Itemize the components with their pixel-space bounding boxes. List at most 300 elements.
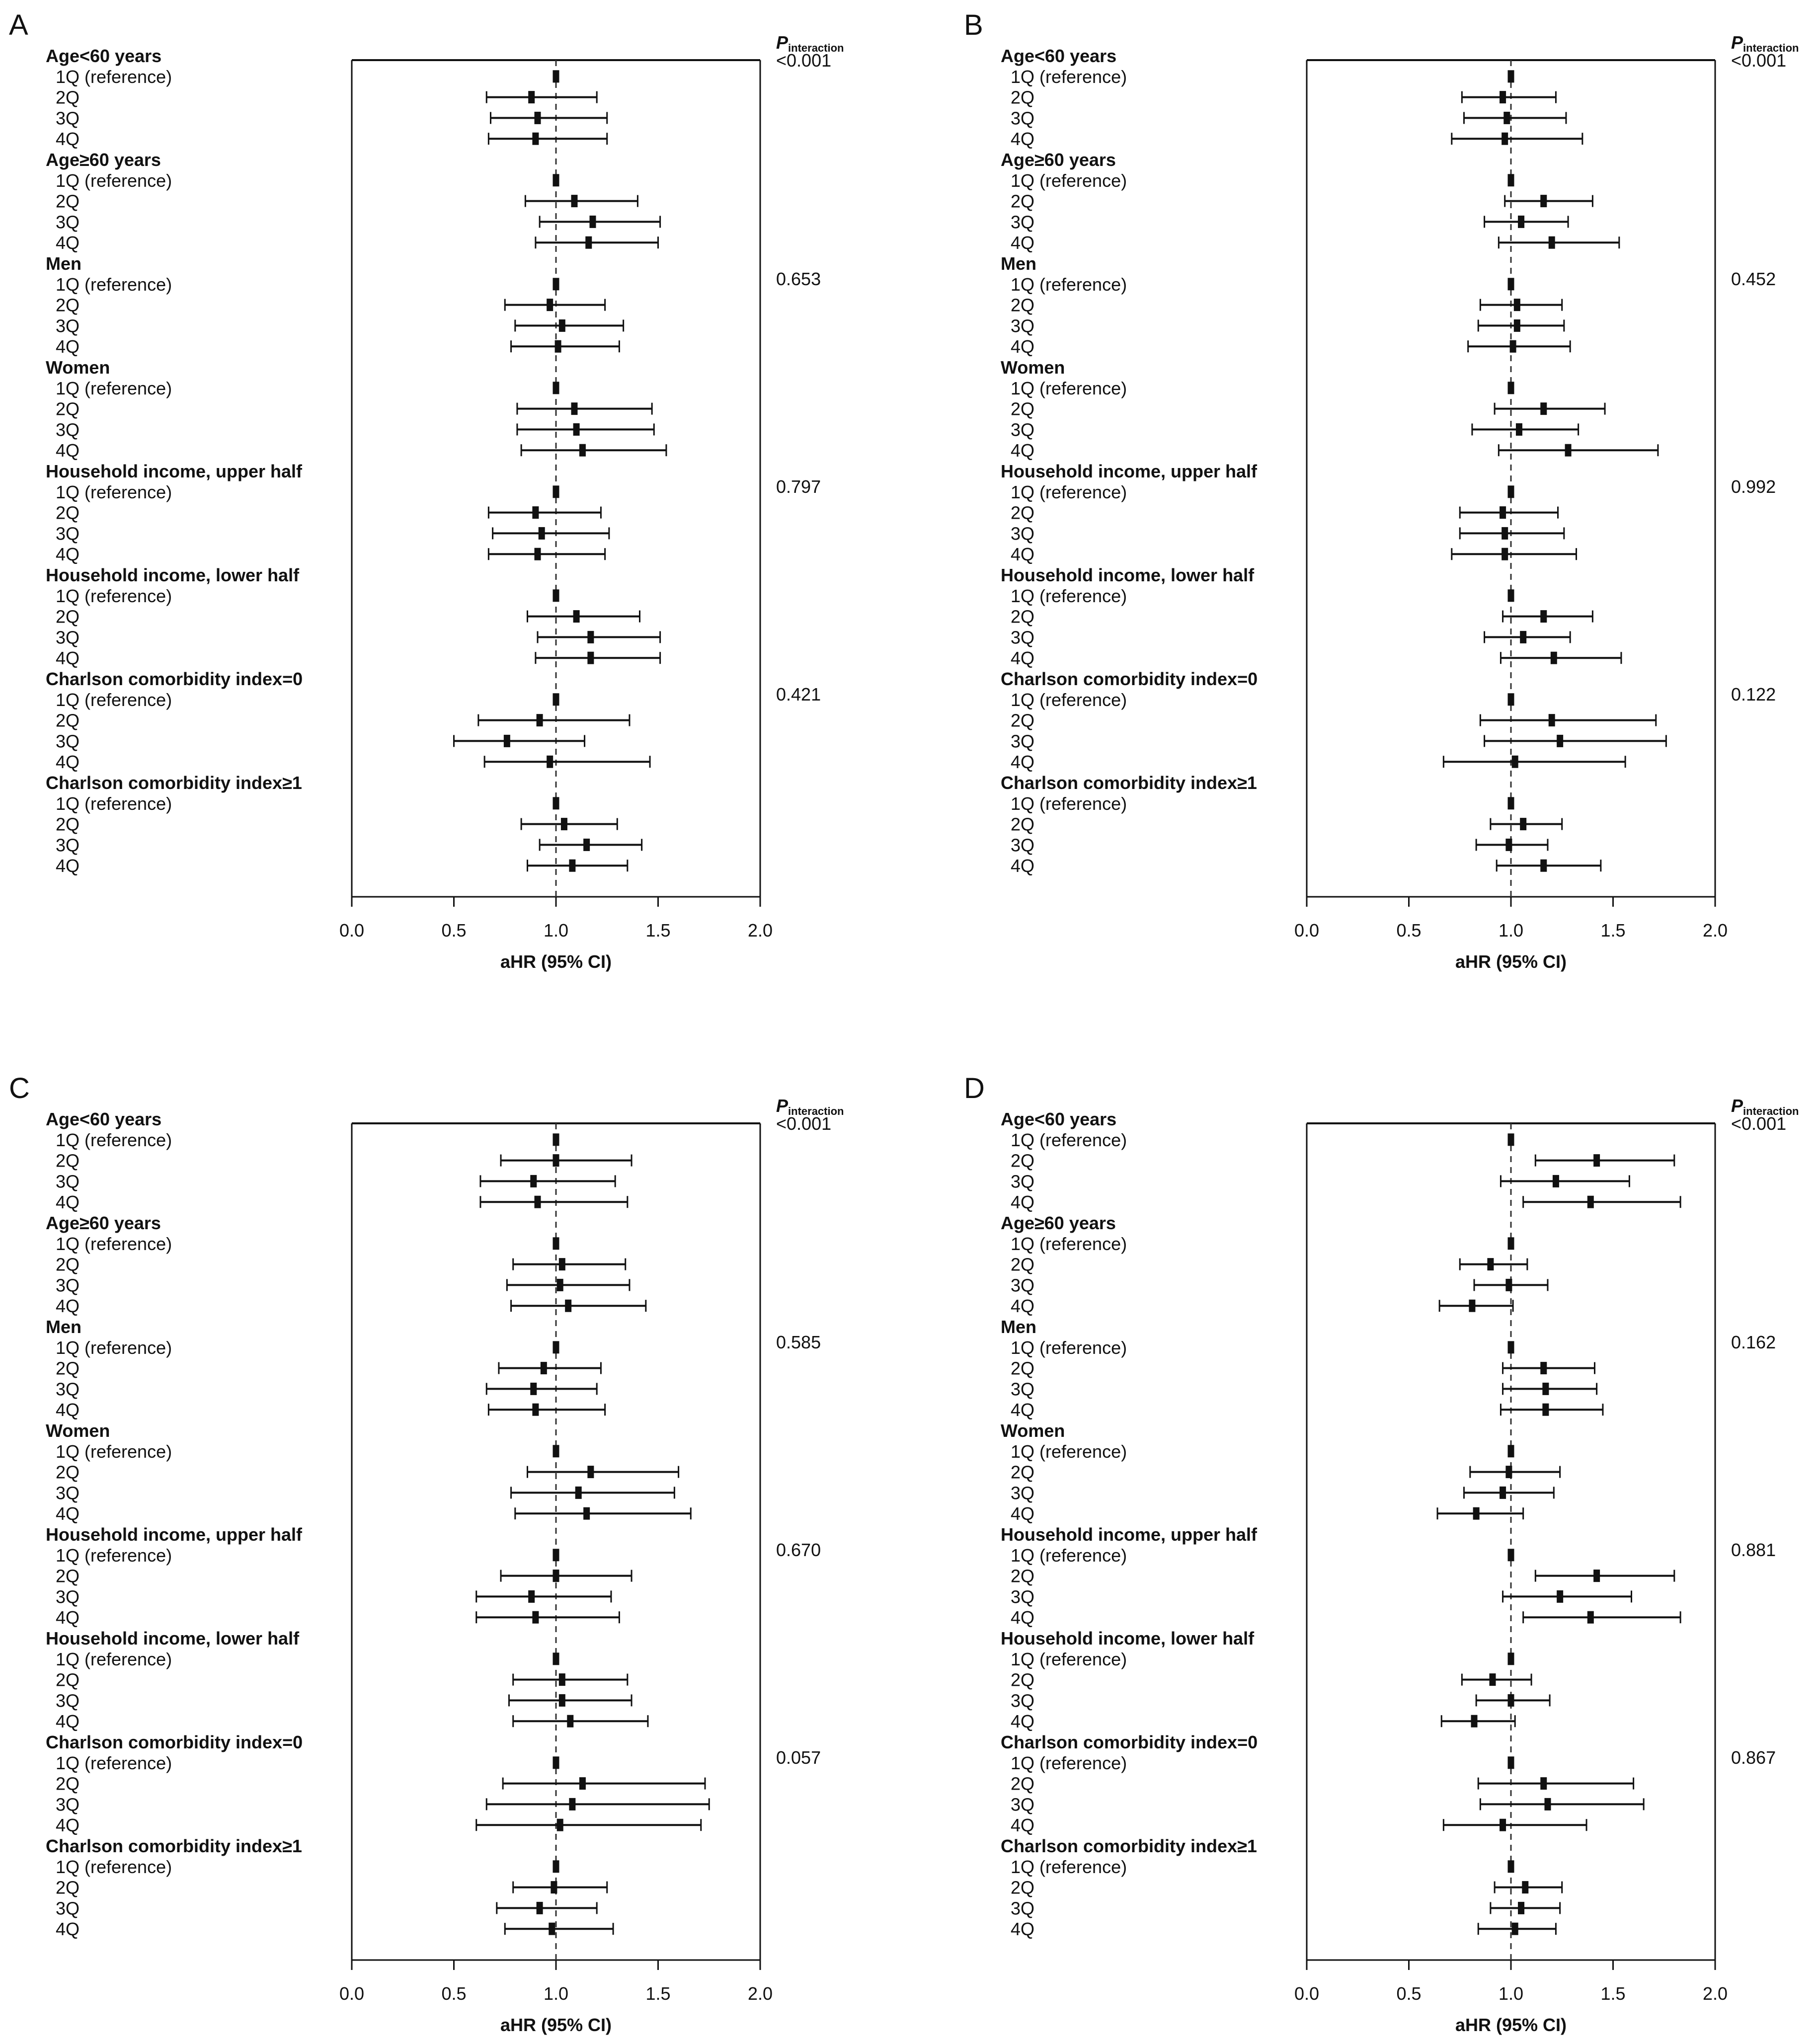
quartile-row-label: 3Q xyxy=(1011,315,1035,336)
quartile-row-label: 1Q (reference) xyxy=(56,66,172,87)
hr-point xyxy=(1518,216,1524,228)
hr-point xyxy=(1487,1258,1494,1270)
hr-point xyxy=(535,548,541,560)
quartile-row-label: 4Q xyxy=(56,544,80,565)
hr-point xyxy=(532,506,539,519)
quartile-row-label: 4Q xyxy=(56,1919,80,1940)
p-interaction-value: 0.585 xyxy=(776,1332,821,1352)
hr-point xyxy=(539,527,545,540)
hr-point xyxy=(559,1673,565,1686)
quartile-row-label: 3Q xyxy=(1011,1171,1035,1192)
quartile-row-label: 4Q xyxy=(1011,648,1035,669)
quartile-row-label: 3Q xyxy=(1011,108,1035,129)
quartile-row-label: 4Q xyxy=(56,1192,80,1213)
quartile-row-label: 1Q (reference) xyxy=(56,1752,172,1773)
quartile-row-label: 3Q xyxy=(1011,1275,1035,1296)
quartile-row-label: 4Q xyxy=(1011,1192,1035,1213)
hr-point xyxy=(528,91,535,103)
p-header-main: P xyxy=(776,32,789,53)
quartile-row-label: 1Q (reference) xyxy=(56,1441,172,1462)
hr-point xyxy=(1512,756,1518,768)
quartile-row-label: 1Q (reference) xyxy=(1011,1649,1127,1669)
subgroup-header-label: Age<60 years xyxy=(46,46,162,66)
quartile-row-label: 4Q xyxy=(1011,440,1035,461)
hr-point xyxy=(1505,1279,1512,1291)
x-tick-label: 0.0 xyxy=(339,920,365,941)
hr-point xyxy=(549,1923,555,1935)
hr-point xyxy=(504,735,510,747)
x-tick-label: 1.5 xyxy=(645,920,671,941)
quartile-row-label: 4Q xyxy=(56,856,80,876)
hr-point xyxy=(1500,1819,1506,1831)
hr-point xyxy=(1549,236,1555,249)
quartile-row-label: 4Q xyxy=(1011,336,1035,357)
reference-point xyxy=(553,174,559,186)
quartile-row-label: 2Q xyxy=(1011,1669,1035,1690)
hr-point xyxy=(1516,423,1522,436)
quartile-row-label: 4Q xyxy=(56,752,80,773)
hr-point xyxy=(1520,631,1526,643)
quartile-row-label: 2Q xyxy=(56,1254,80,1275)
quartile-row-label: 4Q xyxy=(56,1815,80,1836)
subgroup-header-label: Charlson comorbidity index=0 xyxy=(1001,669,1258,689)
quartile-row-label: 1Q (reference) xyxy=(56,481,172,502)
hr-point xyxy=(1593,1154,1600,1167)
hr-point xyxy=(587,652,594,664)
quartile-row-label: 2Q xyxy=(1011,1773,1035,1794)
quartile-row-label: 1Q (reference) xyxy=(1011,1441,1127,1462)
hr-point xyxy=(1551,652,1557,664)
quartile-row-label: 1Q (reference) xyxy=(1011,66,1127,87)
x-axis-label: aHR (95% CI) xyxy=(500,951,612,972)
subgroup-header-label: Charlson comorbidity index=0 xyxy=(1001,1732,1258,1752)
hr-point xyxy=(532,1404,539,1416)
x-tick-label: 0.0 xyxy=(1294,1983,1320,2004)
quartile-row-label: 1Q (reference) xyxy=(56,1129,172,1150)
quartile-row-label: 1Q (reference) xyxy=(56,585,172,606)
hr-point xyxy=(587,631,594,643)
subgroup-header-label: Women xyxy=(1001,1420,1065,1441)
x-tick-label: 2.0 xyxy=(747,1983,773,2004)
hr-point xyxy=(1540,195,1547,207)
x-tick-label: 2.0 xyxy=(1702,1983,1728,2004)
quartile-row-label: 4Q xyxy=(1011,1296,1035,1317)
hr-point xyxy=(1540,402,1547,415)
p-interaction-value: <0.001 xyxy=(776,50,832,71)
quartile-row-label: 3Q xyxy=(56,1379,80,1400)
quartile-row-label: 3Q xyxy=(56,1586,80,1607)
panel-letter: B xyxy=(964,9,983,41)
hr-point xyxy=(585,236,592,249)
x-tick-label: 1.0 xyxy=(1498,920,1524,941)
subgroup-header-label: Women xyxy=(1001,357,1065,378)
quartile-row-label: 3Q xyxy=(1011,523,1035,544)
hr-point xyxy=(1549,714,1555,726)
subgroup-header-label: Household income, upper half xyxy=(1001,461,1258,481)
quartile-row-label: 3Q xyxy=(1011,1379,1035,1400)
p-interaction-value: 0.162 xyxy=(1731,1332,1776,1352)
quartile-row-label: 3Q xyxy=(1011,1690,1035,1711)
hr-point xyxy=(1540,1777,1547,1790)
quartile-row-label: 2Q xyxy=(1011,1358,1035,1379)
subgroup-header-label: Men xyxy=(1001,253,1036,274)
x-tick-label: 2.0 xyxy=(747,920,773,941)
quartile-row-label: 3Q xyxy=(1011,1898,1035,1919)
hr-point xyxy=(530,1383,537,1395)
quartile-row-label: 1Q (reference) xyxy=(1011,1752,1127,1773)
quartile-row-label: 1Q (reference) xyxy=(56,793,172,814)
hr-point xyxy=(535,112,541,124)
hr-point xyxy=(1510,340,1516,353)
quartile-row-label: 2Q xyxy=(56,1773,80,1794)
quartile-row-label: 4Q xyxy=(56,1711,80,1732)
subgroup-header-label: Age≥60 years xyxy=(46,1213,161,1233)
hr-point xyxy=(1520,818,1526,830)
reference-point xyxy=(553,1549,559,1561)
subgroup-header-label: Age<60 years xyxy=(1001,1109,1117,1129)
quartile-row-label: 4Q xyxy=(1011,544,1035,565)
reference-point xyxy=(553,1445,559,1457)
p-interaction-value: <0.001 xyxy=(776,1113,832,1134)
hr-point xyxy=(541,1362,547,1374)
quartile-row-label: 4Q xyxy=(1011,233,1035,253)
subgroup-header-label: Household income, lower half xyxy=(46,1628,300,1649)
quartile-row-label: 2Q xyxy=(56,87,80,108)
hr-point xyxy=(1469,1300,1475,1312)
reference-point xyxy=(553,1756,559,1769)
p-interaction-value: 0.653 xyxy=(776,269,821,289)
p-interaction-value: 0.452 xyxy=(1731,269,1776,289)
quartile-row-label: 1Q (reference) xyxy=(1011,585,1127,606)
hr-point xyxy=(553,1154,559,1167)
reference-point xyxy=(1508,485,1514,498)
hr-point xyxy=(1518,1902,1524,1914)
hr-point xyxy=(1587,1611,1594,1624)
quartile-row-label: 3Q xyxy=(1011,731,1035,752)
p-interaction-value: 0.881 xyxy=(1731,1540,1776,1560)
x-axis-label: aHR (95% CI) xyxy=(1455,2015,1567,2035)
hr-point xyxy=(569,1798,575,1810)
quartile-row-label: 3Q xyxy=(56,315,80,336)
reference-point xyxy=(553,693,559,706)
hr-point xyxy=(571,402,577,415)
hr-point xyxy=(1540,610,1547,623)
quartile-row-label: 4Q xyxy=(56,1400,80,1420)
hr-point xyxy=(1514,319,1520,332)
quartile-row-label: 1Q (reference) xyxy=(1011,793,1127,814)
hr-point xyxy=(530,1175,537,1187)
reference-point xyxy=(553,589,559,602)
quartile-row-label: 4Q xyxy=(1011,1815,1035,1836)
reference-point xyxy=(1508,1860,1514,1873)
subgroup-header-label: Household income, lower half xyxy=(1001,1628,1255,1649)
hr-point xyxy=(1500,91,1506,103)
quartile-row-label: 2Q xyxy=(56,710,80,731)
hr-point xyxy=(1544,1798,1551,1810)
subgroup-header-label: Charlson comorbidity index≥1 xyxy=(1001,1836,1257,1856)
quartile-row-label: 4Q xyxy=(1011,1919,1035,1940)
p-interaction-value: 0.992 xyxy=(1731,476,1776,497)
quartile-row-label: 3Q xyxy=(1011,835,1035,856)
hr-point xyxy=(1505,1466,1512,1478)
quartile-row-label: 1Q (reference) xyxy=(1011,170,1127,191)
quartile-row-label: 4Q xyxy=(56,1607,80,1628)
quartile-row-label: 1Q (reference) xyxy=(56,274,172,295)
reference-point xyxy=(553,1237,559,1250)
reference-point xyxy=(553,1133,559,1146)
hr-point xyxy=(559,1258,565,1270)
reference-point xyxy=(1508,70,1514,82)
p-interaction-value: 0.670 xyxy=(776,1540,821,1560)
hr-point xyxy=(1503,112,1510,124)
quartile-row-label: 2Q xyxy=(56,502,80,523)
hr-point xyxy=(573,423,580,436)
hr-point xyxy=(583,1507,590,1520)
reference-point xyxy=(1508,1133,1514,1146)
hr-point xyxy=(547,756,553,768)
quartile-row-label: 4Q xyxy=(56,440,80,461)
p-header-sub: interaction xyxy=(1743,42,1799,54)
hr-point xyxy=(1565,444,1572,457)
quartile-row-label: 1Q (reference) xyxy=(56,170,172,191)
hr-point xyxy=(571,195,577,207)
x-axis-label: aHR (95% CI) xyxy=(500,2015,612,2035)
hr-point xyxy=(579,444,586,457)
quartile-row-label: 3Q xyxy=(56,108,80,129)
quartile-row-label: 3Q xyxy=(56,1275,80,1296)
reference-point xyxy=(1508,278,1514,290)
hr-point xyxy=(567,1715,573,1728)
quartile-row-label: 2Q xyxy=(56,191,80,212)
p-header-main: P xyxy=(1731,32,1743,53)
hr-point xyxy=(1473,1507,1480,1520)
quartile-row-label: 3Q xyxy=(56,1898,80,1919)
quartile-row-label: 4Q xyxy=(1011,752,1035,773)
hr-point xyxy=(1508,1694,1514,1707)
quartile-row-label: 1Q (reference) xyxy=(1011,274,1127,295)
p-header-main: P xyxy=(1731,1096,1743,1116)
hr-point xyxy=(573,610,580,623)
hr-point xyxy=(1540,1362,1547,1374)
quartile-row-label: 3Q xyxy=(56,731,80,752)
reference-point xyxy=(1508,797,1514,809)
subgroup-header-label: Charlson comorbidity index≥1 xyxy=(1001,773,1257,793)
hr-point xyxy=(1557,735,1563,747)
panel-letter: C xyxy=(9,1072,30,1104)
quartile-row-label: 4Q xyxy=(1011,1400,1035,1420)
x-axis-label: aHR (95% CI) xyxy=(1455,951,1567,972)
hr-point xyxy=(547,299,553,311)
x-tick-label: 1.0 xyxy=(543,920,569,941)
subgroup-header-label: Household income, lower half xyxy=(46,565,300,585)
subgroup-header-label: Men xyxy=(46,253,81,274)
reference-point xyxy=(553,278,559,290)
hr-point xyxy=(1490,1673,1496,1686)
hr-point xyxy=(528,1590,535,1603)
panel-letter: D xyxy=(964,1072,985,1104)
quartile-row-label: 2Q xyxy=(56,398,80,419)
quartile-row-label: 3Q xyxy=(56,523,80,544)
x-tick-label: 1.0 xyxy=(1498,1983,1524,2004)
hr-point xyxy=(1500,506,1506,519)
quartile-row-label: 2Q xyxy=(56,1669,80,1690)
p-interaction-value: 0.797 xyxy=(776,476,821,497)
p-header-sub: interaction xyxy=(1743,1105,1799,1117)
quartile-row-label: 3Q xyxy=(56,1171,80,1192)
reference-point xyxy=(1508,382,1514,394)
subgroup-header-label: Age≥60 years xyxy=(46,150,161,170)
quartile-row-label: 1Q (reference) xyxy=(1011,1129,1127,1150)
subgroup-header-label: Women xyxy=(46,1420,110,1441)
quartile-row-label: 1Q (reference) xyxy=(1011,1545,1127,1566)
hr-point xyxy=(569,860,575,872)
quartile-row-label: 3Q xyxy=(56,212,80,233)
x-tick-label: 1.0 xyxy=(543,1983,569,2004)
hr-point xyxy=(1557,1590,1563,1603)
hr-point xyxy=(1593,1570,1600,1582)
hr-point xyxy=(1587,1196,1594,1208)
hr-point xyxy=(1542,1404,1549,1416)
quartile-row-label: 2Q xyxy=(1011,814,1035,835)
reference-point xyxy=(1508,1237,1514,1250)
p-interaction-value: <0.001 xyxy=(1731,1113,1787,1134)
x-tick-label: 0.5 xyxy=(1396,920,1422,941)
quartile-row-label: 1Q (reference) xyxy=(56,1649,172,1669)
subgroup-header-label: Household income, upper half xyxy=(46,1524,303,1545)
x-tick-label: 0.5 xyxy=(441,1983,467,2004)
quartile-row-label: 2Q xyxy=(56,1150,80,1171)
hr-point xyxy=(1512,1923,1518,1935)
quartile-row-label: 3Q xyxy=(1011,627,1035,648)
p-interaction-value: 0.057 xyxy=(776,1747,821,1768)
x-tick-label: 2.0 xyxy=(1702,920,1728,941)
hr-point xyxy=(1502,548,1508,560)
x-tick-label: 0.5 xyxy=(441,920,467,941)
p-interaction-value: 0.867 xyxy=(1731,1747,1776,1768)
quartile-row-label: 3Q xyxy=(56,627,80,648)
x-tick-label: 1.5 xyxy=(1600,1983,1626,2004)
hr-point xyxy=(559,1694,565,1707)
reference-point xyxy=(1508,1756,1514,1769)
subgroup-header-label: Age<60 years xyxy=(46,1109,162,1129)
reference-point xyxy=(1508,1549,1514,1561)
quartile-row-label: 2Q xyxy=(1011,191,1035,212)
reference-point xyxy=(553,1860,559,1873)
quartile-row-label: 1Q (reference) xyxy=(1011,378,1127,398)
quartile-row-label: 3Q xyxy=(1011,1794,1035,1815)
reference-point xyxy=(553,70,559,82)
hr-point xyxy=(535,1196,541,1208)
quartile-row-label: 2Q xyxy=(1011,1254,1035,1275)
quartile-row-label: 4Q xyxy=(1011,1503,1035,1524)
hr-point xyxy=(1500,1487,1506,1499)
hr-point xyxy=(1502,133,1508,145)
quartile-row-label: 4Q xyxy=(1011,129,1035,150)
quartile-row-label: 4Q xyxy=(56,233,80,253)
x-tick-label: 0.0 xyxy=(339,1983,365,2004)
p-header-main: P xyxy=(776,1096,789,1116)
quartile-row-label: 4Q xyxy=(1011,856,1035,876)
reference-point xyxy=(553,1652,559,1665)
subgroup-header-label: Age≥60 years xyxy=(1001,150,1116,170)
quartile-row-label: 2Q xyxy=(56,295,80,315)
subgroup-header-label: Charlson comorbidity index≥1 xyxy=(46,773,302,793)
hr-point xyxy=(1514,299,1520,311)
hr-point xyxy=(589,216,596,228)
quartile-row-label: 2Q xyxy=(1011,398,1035,419)
quartile-row-label: 2Q xyxy=(1011,710,1035,731)
quartile-row-label: 4Q xyxy=(1011,1711,1035,1732)
quartile-row-label: 1Q (reference) xyxy=(56,1337,172,1358)
reference-point xyxy=(553,797,559,809)
subgroup-header-label: Household income, upper half xyxy=(1001,1524,1258,1545)
quartile-row-label: 2Q xyxy=(1011,502,1035,523)
quartile-row-label: 3Q xyxy=(1011,1483,1035,1503)
quartile-row-label: 2Q xyxy=(1011,606,1035,627)
x-tick-label: 0.5 xyxy=(1396,1983,1422,2004)
quartile-row-label: 3Q xyxy=(56,835,80,856)
reference-point xyxy=(1508,1341,1514,1353)
x-tick-label: 0.0 xyxy=(1294,920,1320,941)
hr-point xyxy=(587,1466,594,1478)
reference-point xyxy=(553,485,559,498)
hr-point xyxy=(557,1279,563,1291)
hr-point xyxy=(583,839,590,851)
hr-point xyxy=(1522,1881,1528,1893)
x-tick-label: 1.5 xyxy=(645,1983,671,2004)
hr-point xyxy=(553,1570,559,1582)
quartile-row-label: 4Q xyxy=(56,1296,80,1317)
hr-point xyxy=(561,818,567,830)
quartile-row-label: 2Q xyxy=(56,1462,80,1483)
reference-point xyxy=(1508,174,1514,186)
hr-point xyxy=(559,319,565,332)
quartile-row-label: 3Q xyxy=(56,1690,80,1711)
x-tick-label: 1.5 xyxy=(1600,920,1626,941)
quartile-row-label: 2Q xyxy=(1011,1462,1035,1483)
quartile-row-label: 1Q (reference) xyxy=(56,1545,172,1566)
quartile-row-label: 2Q xyxy=(56,814,80,835)
subgroup-header-label: Household income, upper half xyxy=(46,461,303,481)
hr-point xyxy=(1542,1383,1549,1395)
quartile-row-label: 4Q xyxy=(56,129,80,150)
hr-point xyxy=(537,714,543,726)
quartile-row-label: 1Q (reference) xyxy=(1011,1856,1127,1877)
quartile-row-label: 2Q xyxy=(1011,1877,1035,1898)
p-interaction-value: 0.122 xyxy=(1731,684,1776,705)
quartile-row-label: 3Q xyxy=(56,1483,80,1503)
reference-point xyxy=(1508,1652,1514,1665)
subgroup-header-label: Age<60 years xyxy=(1001,46,1117,66)
hr-point xyxy=(557,1819,563,1831)
quartile-row-label: 2Q xyxy=(1011,87,1035,108)
quartile-row-label: 4Q xyxy=(56,336,80,357)
quartile-row-label: 2Q xyxy=(56,1566,80,1586)
subgroup-header-label: Charlson comorbidity index=0 xyxy=(46,1732,303,1752)
reference-point xyxy=(553,382,559,394)
subgroup-header-label: Men xyxy=(1001,1317,1036,1337)
quartile-row-label: 4Q xyxy=(56,648,80,669)
hr-point xyxy=(575,1487,582,1499)
reference-point xyxy=(1508,1445,1514,1457)
quartile-row-label: 2Q xyxy=(56,1877,80,1898)
quartile-row-label: 3Q xyxy=(1011,212,1035,233)
reference-point xyxy=(1508,693,1514,706)
hr-point xyxy=(565,1300,571,1312)
hr-point xyxy=(555,340,561,353)
reference-point xyxy=(553,1341,559,1353)
reference-point xyxy=(1508,589,1514,602)
